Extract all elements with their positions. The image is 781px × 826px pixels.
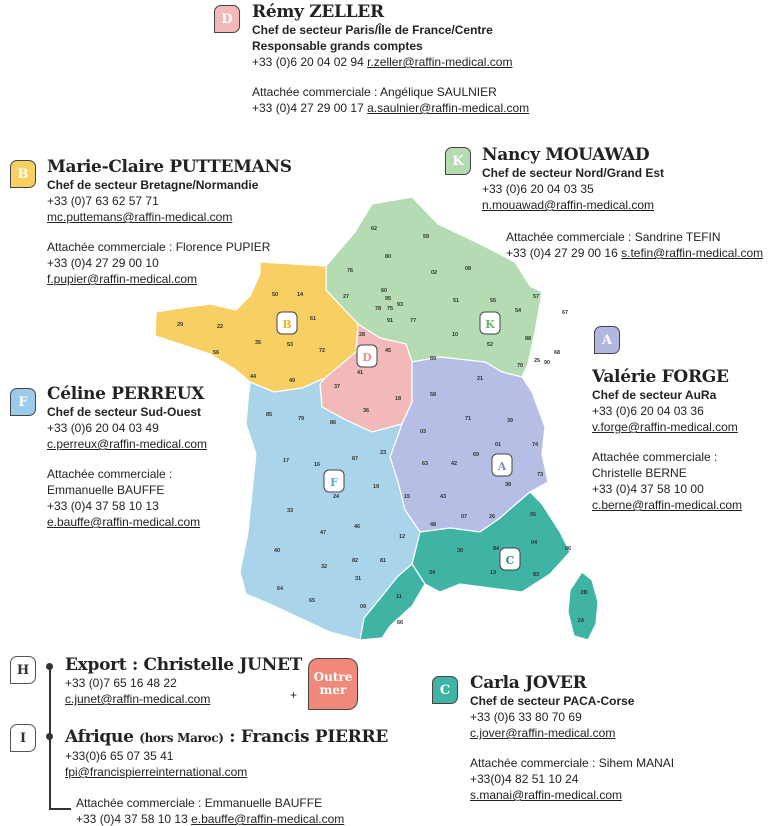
assistant-label: Attachée commerciale : Emmanuelle BAUFFE bbox=[76, 796, 323, 810]
department-08: 08 bbox=[464, 266, 472, 272]
region-badge-f: F bbox=[10, 388, 36, 416]
department-29: 29 bbox=[176, 322, 184, 328]
department-83: 83 bbox=[532, 572, 540, 578]
department-28: 28 bbox=[358, 332, 366, 338]
map-badge-k bbox=[480, 312, 500, 334]
department-95: 95 bbox=[384, 296, 392, 302]
department-52: 52 bbox=[486, 342, 494, 348]
department-64: 64 bbox=[276, 586, 284, 592]
timeline-dot-h bbox=[46, 663, 53, 670]
department-09: 09 bbox=[359, 604, 367, 610]
assistant-email[interactable]: s.manai@raffin-medical.com bbox=[470, 788, 623, 802]
department-23: 23 bbox=[379, 450, 387, 456]
department-51: 51 bbox=[452, 298, 460, 304]
department-24: 24 bbox=[332, 494, 340, 500]
outremer-badge[interactable] bbox=[308, 658, 358, 710]
contact-email[interactable]: fpi@francispierreinternational.com bbox=[65, 765, 248, 779]
department-82: 82 bbox=[351, 558, 359, 564]
department-11: 11 bbox=[396, 594, 402, 600]
plus-sign: + bbox=[290, 688, 298, 702]
department-88: 88 bbox=[524, 336, 532, 342]
map-badge-f bbox=[324, 470, 344, 492]
france-map bbox=[150, 192, 610, 642]
contact-role: Chef de secteur Paris/Île de France/Centre bbox=[252, 23, 493, 37]
contact-phone: +33 (0)6 20 04 03 36 bbox=[592, 404, 704, 418]
department-15: 15 bbox=[403, 494, 411, 500]
department-10: 10 bbox=[451, 332, 459, 338]
contact-jover bbox=[470, 673, 674, 803]
department-03: 03 bbox=[419, 429, 427, 435]
contact-phone: +33 (0)6 20 04 03 35 bbox=[482, 182, 594, 196]
name-prefix: Afrique bbox=[65, 727, 134, 747]
contact-role: Chef de secteur PACA-Corse bbox=[470, 694, 635, 708]
department-32: 32 bbox=[320, 564, 328, 570]
contact-name: Nancy MOUAWAD bbox=[482, 145, 650, 165]
department-70: 70 bbox=[516, 363, 524, 369]
department-07: 07 bbox=[460, 514, 468, 520]
department-87: 87 bbox=[351, 456, 359, 462]
outremer-line1: Outre bbox=[313, 670, 353, 684]
department-54: 54 bbox=[514, 308, 522, 314]
department-31: 31 bbox=[354, 576, 362, 582]
contact-role: Chef de secteur Nord/Grand Est bbox=[482, 166, 665, 180]
department-42: 42 bbox=[450, 461, 458, 467]
assistant-phone: +33 (0)4 37 58 10 13 bbox=[76, 812, 188, 826]
contact-phone: +33(0)6 65 07 35 41 bbox=[65, 749, 174, 763]
assistant-label: Attachée commerciale : Sihem MANAI bbox=[470, 756, 675, 770]
department-19: 19 bbox=[372, 484, 380, 490]
contact-forge bbox=[592, 367, 742, 513]
department-36: 36 bbox=[362, 408, 370, 414]
department-73: 73 bbox=[536, 472, 544, 478]
assistant-email[interactable]: f.pupier@raffin-medical.com bbox=[47, 272, 198, 286]
assistant-name: Emmanuelle BAUFFE bbox=[47, 483, 165, 497]
contact-zeller bbox=[252, 2, 529, 116]
map-badge-d bbox=[357, 345, 377, 367]
region-badge-c: C bbox=[432, 676, 458, 704]
contact-email[interactable]: c.jover@raffin-medical.com bbox=[470, 726, 616, 740]
timeline-dot-i bbox=[46, 733, 53, 740]
contact-email[interactable]: mc.puttemans@raffin-medical.com bbox=[47, 210, 233, 224]
timeline-foot bbox=[49, 808, 71, 810]
badge-i: I bbox=[10, 724, 36, 752]
department-45: 45 bbox=[384, 348, 392, 354]
contact-role: Chef de secteur Bretagne/Normandie bbox=[47, 178, 259, 192]
assistant-label: Attachée commerciale : Angélique SAULNIER bbox=[252, 85, 497, 99]
department-21: 21 bbox=[476, 376, 484, 382]
department-47: 47 bbox=[319, 530, 327, 536]
assistant-pierre bbox=[76, 795, 344, 826]
assistant-phone: +33 (0)4 27 29 00 17 bbox=[252, 101, 364, 115]
assistant-label: Attachée commerciale : bbox=[47, 467, 173, 481]
assistant-phone: +33 (0)4 37 58 10 00 bbox=[592, 482, 704, 496]
region-badge-a: A bbox=[594, 326, 620, 354]
contact-name: Marie-Claire PUTTEMANS bbox=[47, 157, 292, 177]
department-40: 40 bbox=[273, 548, 281, 554]
badge-h: H bbox=[10, 656, 36, 684]
contact-email[interactable]: r.zeller@raffin-medical.com bbox=[367, 55, 513, 69]
department-77: 77 bbox=[409, 318, 417, 324]
assistant-phone: +33(0)4 82 51 10 24 bbox=[470, 772, 579, 786]
department-84: 84 bbox=[492, 546, 500, 552]
department-79: 79 bbox=[297, 416, 305, 422]
department-89: 89 bbox=[429, 356, 437, 362]
contact-name: Valérie FORGE bbox=[592, 367, 729, 387]
region-badge-b: B bbox=[10, 160, 36, 188]
assistant-label: Attachée commerciale : Florence PUPIER bbox=[47, 240, 271, 254]
department-25: 25 bbox=[533, 358, 541, 364]
contact-name: Carla JOVER bbox=[470, 673, 587, 693]
contact-role-2: Responsable grands comptes bbox=[252, 39, 423, 53]
department-72: 72 bbox=[318, 348, 326, 354]
department-01: 01 bbox=[494, 442, 502, 448]
contact-email[interactable]: n.mouawad@raffin-medical.com bbox=[482, 198, 655, 212]
department-43: 43 bbox=[439, 494, 447, 500]
department-78: 78 bbox=[374, 306, 382, 312]
contact-name: Céline PERREUX bbox=[47, 384, 205, 404]
department-50: 50 bbox=[271, 292, 279, 298]
department-74: 74 bbox=[531, 442, 539, 448]
department-2A: 2A bbox=[577, 618, 585, 624]
map-badge-a bbox=[492, 454, 512, 476]
assistant-email[interactable]: s.tefin@raffin-medical.com bbox=[621, 246, 764, 260]
department-46: 46 bbox=[353, 524, 361, 530]
department-30: 30 bbox=[456, 548, 464, 554]
contact-phone: +33 (0)7 63 62 57 71 bbox=[47, 194, 159, 208]
map-badge-c bbox=[500, 548, 520, 570]
assistant-email[interactable]: c.berne@raffin-medical.com bbox=[592, 498, 743, 512]
department-13: 13 bbox=[489, 570, 497, 576]
assistant-email[interactable]: a.saulnier@raffin-medical.com bbox=[367, 101, 530, 115]
contact-junet bbox=[65, 655, 302, 707]
department-38: 38 bbox=[504, 482, 512, 488]
department-93: 93 bbox=[396, 302, 404, 308]
department-61: 61 bbox=[309, 316, 317, 322]
department-80: 80 bbox=[384, 254, 392, 260]
assistant-label: Attachée commerciale : Sandrine TEFIN bbox=[506, 230, 721, 244]
department-60: 60 bbox=[380, 288, 388, 294]
assistant-phone: +33 (0)4 27 29 00 10 bbox=[47, 256, 159, 270]
region-corse bbox=[568, 572, 598, 640]
department-18: 18 bbox=[394, 396, 402, 402]
contact-name: Export : Christelle JUNET bbox=[65, 655, 302, 675]
assistant-label: Attachée commerciale : bbox=[592, 450, 718, 464]
contact-phone: +33 (0)6 20 04 02 94 bbox=[252, 55, 364, 69]
region-badge-d: D bbox=[214, 5, 240, 33]
contact-email[interactable]: c.perreux@raffin-medical.com bbox=[47, 437, 208, 451]
department-91: 91 bbox=[386, 318, 394, 324]
assistant-phone: +33 (0)4 27 29 00 16 bbox=[506, 246, 618, 260]
map-badge-k-text: K bbox=[485, 318, 495, 331]
department-57: 57 bbox=[532, 294, 540, 300]
contact-phone: +33 (0)7 65 16 48 22 bbox=[65, 676, 177, 690]
map-badge-d-text: D bbox=[362, 351, 372, 364]
name-suffix: : Francis PIERRE bbox=[229, 727, 388, 747]
contact-role: Chef de secteur Sud-Ouest bbox=[47, 405, 202, 419]
department-17: 17 bbox=[282, 458, 290, 464]
department-39: 39 bbox=[506, 418, 514, 424]
department-44: 44 bbox=[249, 374, 257, 380]
map-badge-c-text: C bbox=[505, 554, 515, 567]
map-badge-f-text: F bbox=[330, 476, 338, 489]
department-81: 81 bbox=[379, 558, 387, 564]
contact-phone: +33 (0)6 20 04 03 49 bbox=[47, 421, 159, 435]
department-55: 55 bbox=[489, 298, 497, 304]
department-16: 16 bbox=[313, 462, 321, 468]
department-48: 48 bbox=[429, 522, 437, 528]
department-75: 75 bbox=[386, 306, 394, 312]
department-76: 76 bbox=[346, 268, 354, 274]
department-34: 34 bbox=[428, 570, 436, 576]
department-63: 63 bbox=[421, 461, 429, 467]
department-27: 27 bbox=[342, 294, 350, 300]
department-67: 67 bbox=[561, 310, 569, 316]
contact-email[interactable]: v.forge@raffin-medical.com bbox=[592, 420, 738, 434]
department-2B: 2B bbox=[580, 590, 588, 596]
department-04: 04 bbox=[530, 540, 538, 546]
map-badge-b-text: B bbox=[282, 318, 292, 331]
department-06: 06 bbox=[564, 546, 572, 552]
department-37: 37 bbox=[333, 384, 341, 390]
map-badge-a-text: A bbox=[497, 460, 507, 473]
department-14: 14 bbox=[296, 292, 304, 298]
department-05: 05 bbox=[529, 512, 537, 518]
department-90: 90 bbox=[543, 360, 551, 366]
contact-pierre bbox=[65, 727, 388, 780]
department-71: 71 bbox=[464, 416, 472, 422]
contact-email[interactable]: c.junet@raffin-medical.com bbox=[65, 692, 211, 706]
department-49: 49 bbox=[288, 378, 296, 384]
department-41: 41 bbox=[356, 370, 364, 376]
assistant-email[interactable]: e.bauffe@raffin-medical.com bbox=[47, 515, 201, 529]
department-56: 56 bbox=[212, 350, 220, 356]
department-59: 59 bbox=[422, 234, 430, 240]
region-badge-k: K bbox=[445, 147, 471, 175]
department-12: 12 bbox=[398, 534, 406, 540]
department-02: 02 bbox=[430, 270, 438, 276]
department-66: 66 bbox=[396, 620, 404, 626]
department-85: 85 bbox=[265, 412, 273, 418]
contact-name: Rémy ZELLER bbox=[252, 2, 384, 22]
department-22: 22 bbox=[216, 324, 224, 330]
department-86: 86 bbox=[329, 420, 337, 426]
department-33: 33 bbox=[286, 508, 294, 514]
outremer-line2: mer bbox=[319, 683, 347, 697]
department-62: 62 bbox=[370, 226, 378, 232]
department-68: 68 bbox=[553, 350, 561, 356]
department-53: 53 bbox=[286, 342, 294, 348]
department-69: 69 bbox=[472, 452, 480, 458]
contact-role: Chef de secteur AuRa bbox=[592, 388, 717, 402]
assistant-phone: +33 (0)4 37 58 10 13 bbox=[47, 499, 159, 513]
assistant-email[interactable]: e.bauffe@raffin-medical.com bbox=[191, 812, 345, 826]
department-26: 26 bbox=[488, 514, 496, 520]
name-small: (hors Maroc) bbox=[139, 731, 224, 745]
assistant-name: Christelle BERNE bbox=[592, 466, 687, 480]
department-65: 65 bbox=[308, 598, 316, 604]
department-58: 58 bbox=[429, 392, 437, 398]
map-badge-b bbox=[277, 312, 297, 334]
department-35: 35 bbox=[254, 340, 262, 346]
contact-phone: +33 (0)6 33 80 70 69 bbox=[470, 710, 582, 724]
